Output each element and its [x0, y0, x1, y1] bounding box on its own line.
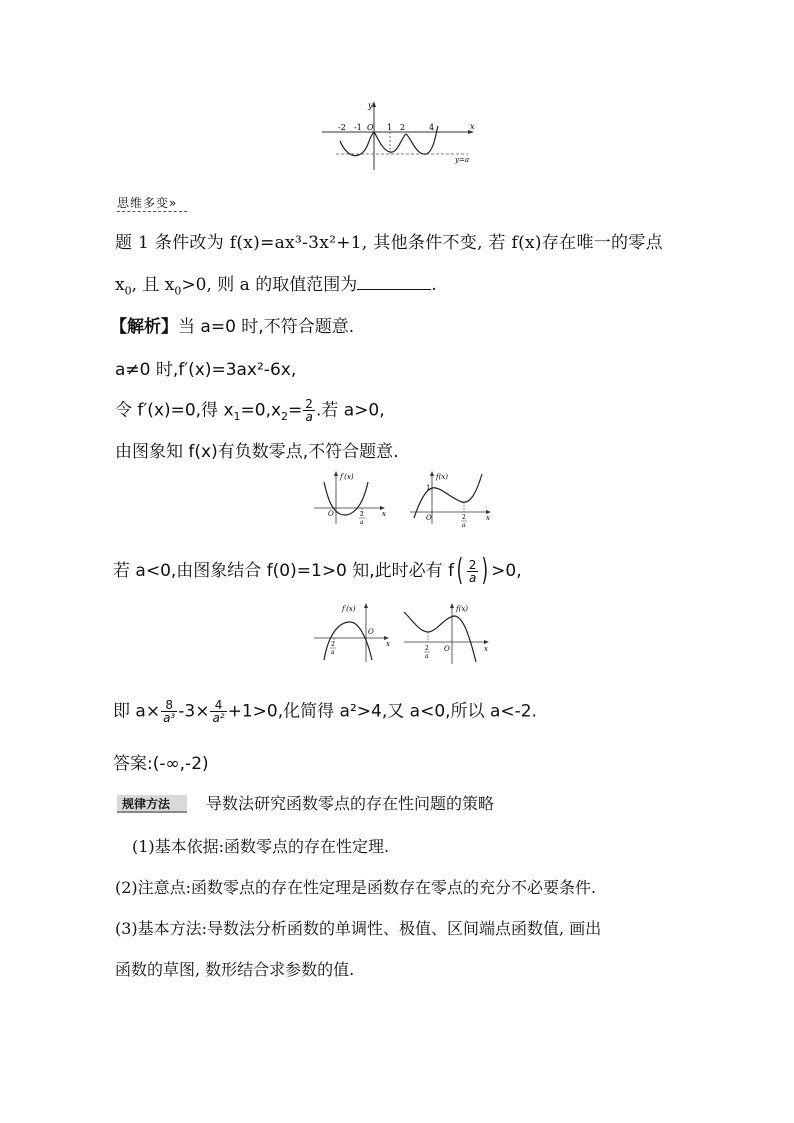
origin-label: O	[328, 510, 334, 518]
method-title: 导数法研究函数零点的存在性问题的策略	[206, 794, 495, 813]
tick-neg2: -2	[338, 123, 346, 132]
x-label: x	[484, 645, 488, 653]
method-point-1: (1)基本依据:函数零点的存在性定理.	[132, 837, 390, 856]
origin-label: O	[367, 123, 374, 132]
y-axis-label: y	[368, 101, 373, 110]
thinking-tag: 思维多变»	[117, 196, 178, 210]
tick-2: 2	[400, 123, 406, 132]
solution-line-5: 若 a<0,由图象结合 f(0)=1>0 知,此时必有 f( $\frac{2}{a}$ ) >0,	[113, 553, 522, 588]
thinking-tag-underline	[117, 211, 187, 212]
fraction-4-over-a2: $\frac{4}{\text{a²}}$	[212, 698, 225, 725]
problem-line-1: 题 1 条件改为 f(x)=ax³-3x²+1, 其他条件不变, 若 f(x)存在唯一的零点	[115, 233, 663, 253]
method-point-2: (2)注意点:函数零点的存在性定理是函数存在零点的充分不必要条件.	[115, 878, 597, 897]
f-label: f(x)	[456, 605, 469, 613]
tick-4: 4	[429, 123, 435, 132]
method-tag: 规律方法	[122, 797, 171, 811]
analysis-bracket: 【解析】	[110, 317, 178, 337]
figure-graph-y-equals-a	[318, 98, 480, 172]
solution-line-6: 即 a× $\frac{8}{\text{a³}}$ -3× $\frac{4}{\text{a²}}$ +1>0,化简得 a²>4,又 a<0,所以 a<-2.	[113, 698, 537, 725]
curve-label-y-equals-a: y=a	[455, 156, 469, 164]
figure-a-positive	[310, 470, 500, 528]
tick-den: a	[360, 519, 364, 526]
x-label: x	[382, 510, 386, 518]
tick-1: 1	[387, 123, 393, 132]
origin-label: O	[368, 628, 374, 636]
solution-line-4: 由图象知 f(x)有负数零点,不符合题意.	[115, 442, 399, 462]
fraction-2-over-a: $\frac{2}{a}$	[305, 397, 313, 424]
tick-num: 2	[331, 641, 335, 648]
tick-den: a	[462, 522, 466, 528]
tick-num: 2	[462, 514, 466, 521]
problem-line-2: $x_0$, 且 $x_0>0$, 则 a 的取值范围为 .	[115, 275, 437, 298]
solution-line-2: a≠0 时,f′(x)=3ax²-6x,	[115, 360, 297, 380]
tick-den: a	[331, 649, 335, 656]
fprime-label: f′(x)	[342, 605, 356, 613]
fraction-8-over-a3: $\frac{8}{\text{a³}}$	[163, 698, 176, 725]
figure-a-negative	[310, 602, 500, 666]
fprime-label: f′(x)	[340, 473, 354, 481]
one-label: 1	[426, 484, 431, 492]
answer-line: 答案:(-∞,-2)	[113, 754, 209, 774]
tick-num: 2	[425, 645, 429, 652]
fraction-2-over-a: $\frac{2}{a}$	[468, 557, 477, 585]
x-axis-label: x	[470, 122, 475, 131]
solution-line-3: 令 f′(x)=0,得 $x_1=0,x_2=$ $\frac{2}{a}$ .若 a>0,	[115, 397, 385, 424]
tick-den: a	[425, 653, 429, 660]
x-label: x	[486, 514, 490, 522]
tick-neg1: -1	[354, 123, 362, 132]
method-point-3: (3)基本方法:导数法分析函数的单调性、极值、区间端点函数值, 画出	[115, 919, 602, 938]
method-point-3-cont: 函数的草图, 数形结合求参数的值.	[115, 960, 355, 979]
f-label: f(x)	[436, 473, 449, 481]
answer-blank	[357, 273, 431, 290]
solution-line-1: 【解析】当 a=0 时,不符合题意.	[110, 317, 355, 337]
x-label: x	[386, 640, 390, 648]
origin-label: O	[444, 645, 450, 653]
origin-label: O	[426, 514, 432, 522]
tick-num: 2	[360, 511, 364, 518]
